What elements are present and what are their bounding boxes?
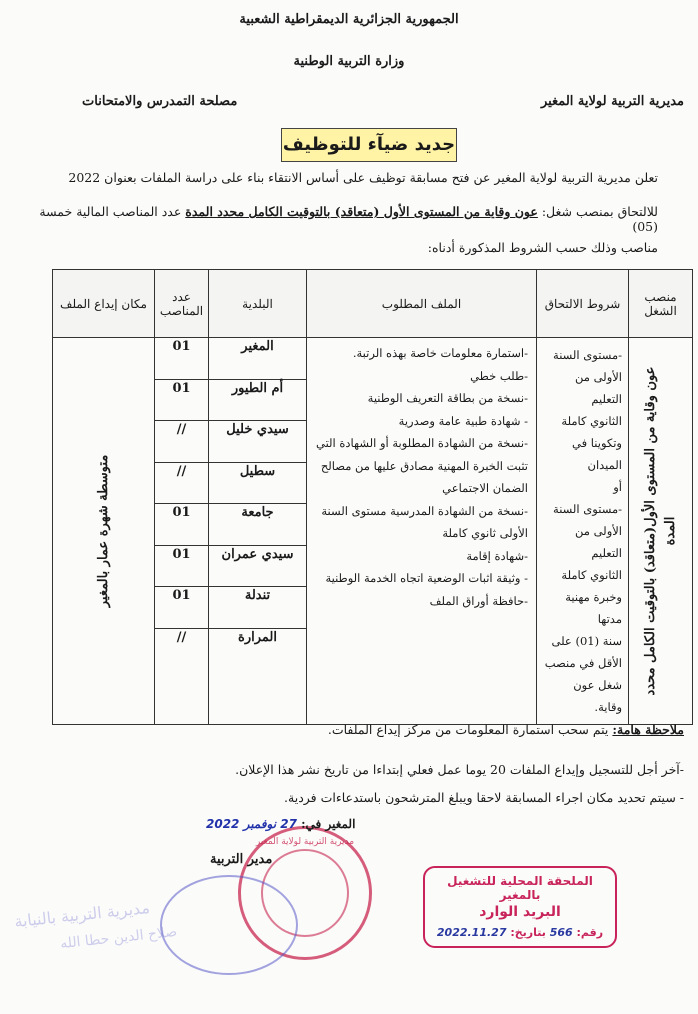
header-post: منصب الشغل — [629, 270, 693, 338]
deadline-note: -آخر أجل للتسجيل وإيداع الملفات 20 يوما عمل فعلي إبتداءا من تاريخ نشر هذا الإعلان. — [235, 762, 684, 777]
header-file: الملف المطلوب — [307, 270, 537, 338]
condition-line: الثانوي كاملة — [561, 414, 622, 428]
condition-line: سنة (01) على — [551, 634, 622, 648]
document-line: -نسخة من الشهادة المدرسية مستوى السنة — [321, 503, 528, 518]
conditions-cell — [537, 338, 629, 725]
recruitment-table — [52, 269, 693, 725]
document-line: -استمارة معلومات خاصة بهذه الرتبة. — [352, 346, 528, 360]
condition-line: الأولى من التعليم — [575, 524, 622, 560]
important-note-text: يتم سحب استمارة المعلومات من مركز إيداع الملفات. — [327, 722, 609, 737]
municipality-cell: جامعة — [209, 504, 307, 546]
count-cell: // — [155, 628, 209, 724]
condition-line: -مستوى السنة — [553, 502, 622, 516]
condition-line: وتكوينا في الميدان — [572, 436, 622, 472]
count-cell: 01 — [155, 587, 209, 629]
count-cell: 01 — [155, 379, 209, 421]
condition-line: وخبرة مهنية مدتها — [565, 590, 622, 626]
mail-date: 2022.11.27 — [436, 926, 507, 939]
document-line: -حافظة أوراق الملف — [429, 593, 528, 608]
document-line: -شهادة إقامة — [466, 548, 528, 563]
mail-date-label: بتاريخ: — [510, 926, 546, 939]
document-line: تثبت الخبرة المهنية مصادق عليها من مصالح — [320, 458, 528, 473]
location-note: - سيتم تحديد مكان اجراء المسابقة لاحقا ويبلغ المترشحون باستدعاءات فردية. — [284, 790, 684, 805]
document-line: - وثيقة اثبات الوضعية اتجاه الخدمة الوطنية — [325, 571, 528, 585]
count-cell: // — [155, 462, 209, 504]
count-cell: 01 — [155, 504, 209, 546]
municipality-cell: سطيل — [209, 462, 307, 504]
intro-prefix: للالتحاق بمنصب شغل: — [541, 204, 658, 219]
document-line: الأولى ثانوي كاملة — [442, 526, 528, 540]
mail-ref-label: رقم: — [576, 926, 604, 939]
header-count: عدد المناصب — [155, 270, 209, 338]
municipality-cell: سيدي خليل — [209, 421, 307, 463]
intro-line-1: تعلن مديرية التربية لولاية المغير عن فتح مسابقة توظيف على أساس الانتقاء بناء على دراسة الملفات بعنوان 2022 — [68, 170, 658, 185]
important-note-label: ملاحظة هامة: — [612, 722, 684, 737]
announcement-banner: جديد ضيآء للتوظيف — [281, 128, 457, 162]
count-cell: 01 — [155, 545, 209, 587]
condition-line: شغل عون وقاية. — [573, 678, 622, 714]
document-line: -نسخة من الشهادة المطلوبة أو الشهادة التي — [316, 436, 528, 450]
incoming-mail-stamp — [423, 866, 617, 948]
post-cell — [629, 338, 693, 725]
republic-header: الجمهورية الجزائرية الديمقراطية الشعبية — [239, 12, 459, 27]
directorate-name: مديرية التربية لولاية المغير — [540, 94, 684, 109]
deposit-place: متوسطة شهرة عمار بالمغير — [95, 454, 111, 608]
signature-date: 27 نوفمبر 2022 — [206, 817, 297, 831]
faded-stamp-line-2: صلاح الدين حطا الله — [59, 923, 178, 953]
condition-line: أو — [613, 480, 622, 494]
table-row — [53, 338, 693, 380]
count-cell: 01 — [155, 338, 209, 380]
place-cell — [53, 338, 155, 725]
stamp-text: مديرية التربية لولاية المغير — [255, 837, 355, 847]
faded-stamp-line-1: مديرية التربية بالنيابة — [13, 897, 151, 932]
post-title: عون وقاية من المستوى الأول (متعاقد) بالتوقيت الكامل محدد المدة — [185, 204, 538, 219]
document-line: الضمان الاجتماعي — [442, 481, 528, 495]
header-place: مكان إيداع الملف — [53, 270, 155, 338]
municipality-cell: المرارة — [209, 628, 307, 724]
header-municipality: البلدية — [209, 270, 307, 338]
mail-stamp-label: البريد الوارد — [479, 904, 561, 920]
municipality-cell: المغير — [209, 338, 307, 380]
document-line: - شهادة طبية عامة وصدرية — [398, 413, 528, 428]
post-name: عون وقاية من المستوى الأول(متعاقد) بالتوقيت الكامل محدد المدة — [642, 366, 678, 696]
service-name: مصلحة التمدرس والامتحانات — [82, 94, 238, 109]
condition-line: الثانوي كاملة — [561, 568, 622, 582]
intro-line-2 — [18, 204, 658, 234]
ministry-header: وزارة التربية الوطنية — [293, 54, 405, 69]
intro-post-count: عدد المناصب المالية خمسة (05) — [39, 204, 658, 234]
mail-stamp-office: الملحقة المحلية للتشغيل بالمغير — [447, 874, 593, 902]
documents-cell — [307, 338, 537, 725]
intro-line-3: مناصب وذلك حسب الشروط المذكورة أدناه: — [427, 240, 658, 255]
condition-line: الأولى من التعليم — [575, 370, 622, 406]
document-line: -طلب خطي — [470, 368, 528, 383]
document-line: -نسخة من بطاقة التعريف الوطنية — [367, 391, 528, 405]
signature-place: المغير في: — [301, 817, 356, 831]
condition-line: الأقل في منصب — [544, 656, 622, 670]
municipality-cell: تندلة — [209, 587, 307, 629]
count-cell: // — [155, 421, 209, 463]
table-header-row — [53, 270, 693, 338]
municipality-cell: سيدي عمران — [209, 545, 307, 587]
municipality-cell: أم الطيور — [209, 379, 307, 421]
oval-signature-stamp — [160, 875, 298, 975]
signature-date-line — [200, 817, 355, 831]
mail-ref: 566 — [549, 926, 573, 939]
important-note — [328, 722, 684, 737]
mail-stamp-ref-line — [425, 926, 615, 939]
condition-line: -مستوى السنة — [553, 348, 622, 362]
signature-title: مدير التربية — [210, 852, 273, 867]
header-conditions: شروط الالتحاق — [537, 270, 629, 338]
